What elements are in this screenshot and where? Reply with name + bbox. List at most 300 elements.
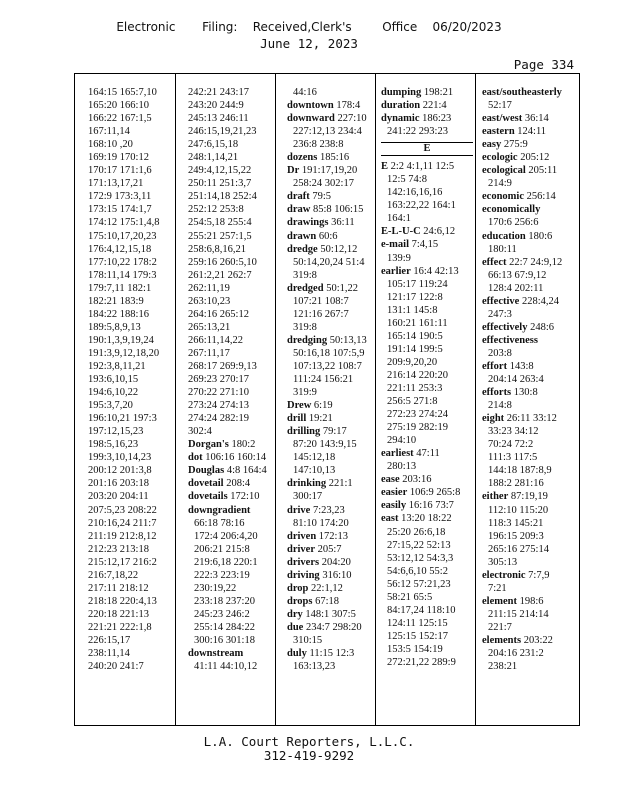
index-term-entry: dredge 50:12,12 <box>287 243 358 255</box>
index-term-entry: drop 22:1,12 <box>287 582 343 594</box>
index-line: 131:1 145:8 <box>387 304 438 316</box>
index-line: 66:13 67:9,12 <box>488 269 547 281</box>
index-line: 267:11,17 <box>188 347 230 359</box>
index-headword: draft <box>287 191 310 203</box>
index-line: 196:10,21 197:3 <box>88 413 157 425</box>
index-line: 204:14 263:4 <box>488 374 544 386</box>
index-line: 203:8 <box>488 347 512 359</box>
index-line: 50:16,18 107:5,9 <box>293 347 365 359</box>
index-line: 12:5 74:8 <box>387 174 427 186</box>
index-line: 221:7 <box>488 621 512 633</box>
index-term-entry: e-mail 7:4,15 <box>381 239 439 251</box>
index-headword: east/west <box>482 113 523 125</box>
index-line: 188:2 281:16 <box>488 478 544 490</box>
index-headword: dynamic <box>381 113 420 125</box>
index-headword: easy <box>482 139 502 151</box>
index-term-entry: duly 11:15 12:3 <box>287 648 355 660</box>
index-term-entry: ecologic 205:12 <box>482 152 550 164</box>
index-line: 256:5 271:8 <box>387 396 438 408</box>
index-headword: economic <box>482 191 524 203</box>
index-line: 242:21 243:17 <box>188 87 249 98</box>
index-line: 145:12,18 <box>293 452 336 464</box>
index-term-entry: dot 106:16 160:14 <box>188 452 267 464</box>
index-line: 300:17 <box>293 491 323 503</box>
index-line: 310:15 <box>293 634 323 646</box>
index-headword: drawings <box>287 217 329 229</box>
index-line: 53:12,12 54:3,3 <box>387 552 454 564</box>
index-line: 280:13 <box>387 461 417 473</box>
index-headword: elements <box>482 634 522 646</box>
index-line: 209:9,20,20 <box>387 356 438 368</box>
index-headword: drivers <box>287 556 320 568</box>
index-line: 220:18 221:13 <box>88 608 149 620</box>
index-headword: earliest <box>381 448 414 460</box>
index-line: 212:23 213:18 <box>88 543 149 555</box>
index-term-entry: drops 67:18 <box>287 595 340 607</box>
index-line: 259:16 260:5,10 <box>188 256 257 268</box>
index-line: 222:3 223:19 <box>194 569 250 581</box>
index-term-entry: Dorgan's 180:2 <box>188 439 256 451</box>
index-line: 142:16,16,16 <box>387 187 443 199</box>
index-term-entry: ease 203:16 <box>381 474 432 486</box>
index-line: 124:11 125:15 <box>387 617 448 629</box>
index-line: 255:14 284:22 <box>194 621 255 633</box>
index-headword: dozens <box>287 152 318 164</box>
index-line: 265:13,21 <box>188 321 231 333</box>
index-term-entry: drawn 60:6 <box>287 230 338 242</box>
index-line: 243:20 244:9 <box>188 100 244 112</box>
index-line: 249:4,12,15,22 <box>188 165 252 177</box>
index-term-entry: Dr 191:17,19,20 <box>287 165 358 177</box>
index-line: 245:23 246:2 <box>194 608 250 620</box>
index-line: 319:8 <box>293 321 317 333</box>
index-line: 191:14 199:5 <box>387 343 443 355</box>
index-term-entry: Douglas 4:8 164:4 <box>188 465 267 477</box>
index-term-entry: ecological 205:11 <box>482 165 558 177</box>
index-headword: drinking <box>287 478 327 490</box>
index-headword: E <box>381 161 389 173</box>
index-line: 211:15 214:14 <box>488 608 549 620</box>
index-line: 198:5,16,23 <box>88 439 139 451</box>
index-term-entry: dovetails 172:10 <box>188 491 260 503</box>
transcript-date: June 12, 2023 <box>260 36 358 51</box>
index-headword: efforts <box>482 387 512 399</box>
index-line: 216:7,18,22 <box>88 569 139 581</box>
index-headword: driving <box>287 569 320 581</box>
index-line: 305:13 <box>488 556 518 568</box>
index-headword: east/southeasterly <box>482 87 562 98</box>
index-headword: duration <box>381 100 421 112</box>
index-headword: downstream <box>188 648 244 660</box>
index-column-2 <box>188 86 280 673</box>
index-term-entry: earlier 16:4 42:13 <box>381 265 459 277</box>
index-headword: effort <box>482 360 508 372</box>
index-line: 50:14,20,24 51:4 <box>293 256 365 268</box>
index-line: 250:11 251:3,7 <box>188 178 252 190</box>
index-line: 172:4 206:4,20 <box>194 530 258 542</box>
index-line: 265:16 275:14 <box>488 543 549 555</box>
index-line: 165:14 190:5 <box>387 330 443 342</box>
index-term-entry: efforts 130:8 <box>482 387 538 399</box>
index-line: 241:22 293:23 <box>387 126 448 138</box>
index-headword: easily <box>381 500 407 512</box>
index-line: 105:17 119:24 <box>387 278 448 290</box>
index-line: 174:12 175:1,4,8 <box>88 217 160 229</box>
index-line: 56:12 57:21,23 <box>387 578 451 590</box>
index-headword: driver <box>287 543 315 555</box>
index-headword: e-mail <box>381 239 409 251</box>
index-line: 230:19,22 <box>194 582 237 594</box>
index-term-entry: drive 7:23,23 <box>287 504 345 516</box>
filing-electronic: Electronic <box>116 20 176 34</box>
index-line: 139:9 <box>387 252 411 264</box>
filing-label: Filing: <box>202 20 238 34</box>
index-headword: draw <box>287 204 311 216</box>
index-term-entry: eastern 124:11 <box>482 126 547 138</box>
index-headword: downgradient <box>188 504 251 516</box>
index-line: 173:15 174:1,7 <box>88 204 152 216</box>
index-line: 214:8 <box>488 400 512 412</box>
index-headword: Dr <box>287 165 300 177</box>
index-line: 167:11,14 <box>88 126 130 138</box>
index-line: 66:18 78:16 <box>194 517 245 529</box>
index-line: 251:14,18 252:4 <box>188 191 257 203</box>
index-line: 302:4 <box>188 426 212 438</box>
index-line: 163:13,23 <box>293 661 336 673</box>
index-line: 221:21 222:1,8 <box>88 621 152 633</box>
index-headword: Dorgan's <box>188 439 229 451</box>
index-term-entry <box>482 86 574 99</box>
filing-office: Office <box>382 20 418 34</box>
filing-stamp <box>0 20 618 34</box>
index-headword: dot <box>188 452 203 464</box>
index-frame <box>74 73 580 726</box>
page-number: Page 334 <box>513 57 574 72</box>
index-term-entry: economic 256:14 <box>482 191 556 203</box>
index-line: 236:8 238:8 <box>293 139 344 151</box>
index-line: 201:16 203:18 <box>88 478 149 490</box>
index-headword: easier <box>381 487 408 499</box>
index-column-1 <box>88 86 180 673</box>
index-line: 7:21 <box>488 582 507 594</box>
index-line: 118:3 145:21 <box>488 517 544 529</box>
index-term-entry: driver 205:7 <box>287 543 342 555</box>
index-line: 33:23 34:12 <box>488 426 539 438</box>
index-line: 274:24 282:19 <box>188 413 249 425</box>
index-line: 163:22,22 164:1 <box>387 200 456 212</box>
index-line: 189:5,8,9,13 <box>88 321 141 333</box>
index-headword: eight <box>482 413 505 425</box>
index-line: 319:8 <box>293 269 317 281</box>
index-headword: drive <box>287 504 311 516</box>
index-term-entry: E 2:2 4:1,11 12:5 <box>381 161 455 173</box>
index-headword: education <box>482 230 526 242</box>
index-term-entry: driving 316:10 <box>287 569 352 581</box>
index-headword: economically <box>482 204 541 216</box>
index-line: 272:23 274:24 <box>387 409 448 421</box>
index-line: 221:11 253:3 <box>387 382 443 394</box>
index-line: 184:22 188:16 <box>88 308 149 320</box>
index-line: 210:16,24 211:7 <box>88 517 157 529</box>
index-line: 268:17 269:9,13 <box>188 360 257 372</box>
index-line: 52:17 <box>488 100 512 112</box>
index-line: 218:18 220:4,13 <box>88 595 157 607</box>
index-headword: effect <box>482 256 507 268</box>
index-line: 164:1 <box>387 213 411 225</box>
index-term-entry: drawings 36:11 <box>287 217 355 229</box>
index-headword: drilling <box>287 426 321 438</box>
index-line: 248:1,14,21 <box>188 152 239 164</box>
index-term-entry: dumping 198:21 <box>381 87 454 98</box>
index-line: 245:13 246:11 <box>188 113 249 125</box>
index-line: 25:20 26:6,18 <box>387 526 446 538</box>
index-line: 319:9 <box>293 387 317 399</box>
index-headword: E-L-U-C <box>381 226 421 238</box>
index-line: 272:21,22 289:9 <box>387 656 456 668</box>
index-headword: element <box>482 595 517 607</box>
index-line: 125:15 152:17 <box>387 630 448 642</box>
index-headword: eastern <box>482 126 515 138</box>
index-term-entry: east 13:20 18:22 <box>381 513 452 525</box>
index-term-entry: elements 203:22 <box>482 634 553 646</box>
index-line: 214:9 <box>488 178 512 190</box>
index-line: 203:20 204:11 <box>88 491 149 503</box>
index-line: 215:12,17 216:2 <box>88 556 157 568</box>
index-headword: downward <box>287 113 335 125</box>
index-headword: Douglas <box>188 465 225 477</box>
index-column-4 <box>381 86 473 669</box>
index-line: 144:18 187:8,9 <box>488 465 552 477</box>
index-term-entry: drill 19:21 <box>287 413 333 425</box>
index-line: 112:10 115:20 <box>488 504 549 516</box>
index-line: 171:13,17,21 <box>88 178 144 190</box>
index-line: 197:12,15,23 <box>88 426 144 438</box>
index-line: 196:15 209:3 <box>488 530 544 542</box>
index-line: 27:15,22 52:13 <box>387 539 451 551</box>
index-line: 226:15,17 <box>88 634 131 646</box>
index-line: 258:24 302:17 <box>293 178 354 190</box>
footer-phone: 312-419-9292 <box>263 748 355 763</box>
index-line: 172:9 173:3,11 <box>88 191 152 203</box>
index-line: 164:15 165:7,10 <box>88 87 157 98</box>
index-term-entry: dredged 50:1,22 <box>287 282 358 294</box>
section-letter: E <box>381 142 473 156</box>
index-line: 111:24 156:21 <box>293 374 354 386</box>
index-line: 58:21 65:5 <box>387 591 433 603</box>
index-line: 147:10,13 <box>293 465 336 477</box>
index-line: 107:21 108:7 <box>293 295 349 307</box>
index-line: 233:18 237:20 <box>194 595 255 607</box>
index-line: 247:3 <box>488 308 512 320</box>
index-term-entry <box>482 203 574 216</box>
index-line: 263:10,23 <box>188 295 231 307</box>
index-term-entry <box>188 647 280 660</box>
index-term-entry: either 87:19,19 <box>482 491 548 503</box>
index-line: 262:11,19 <box>188 282 230 294</box>
index-line: 193:6,10,15 <box>88 374 139 386</box>
index-line: 54:6,6,10 55:2 <box>387 565 448 577</box>
index-line: 180:11 <box>488 243 517 255</box>
index-term-entry: effectively 248:6 <box>482 321 555 333</box>
index-term-entry: electronic 7:7,9 <box>482 569 550 581</box>
index-term-entry: dry 148:1 307:5 <box>287 608 356 620</box>
index-line: 204:16 231:2 <box>488 648 544 660</box>
index-line: 177:10,22 178:2 <box>88 256 157 268</box>
index-line: 194:6,10,22 <box>88 387 139 399</box>
index-term-entry <box>482 334 574 347</box>
index-line: 178:11,14 179:3 <box>88 269 157 281</box>
index-line: 168:10 ,20 <box>88 139 133 151</box>
index-line: 238:21 <box>488 661 518 673</box>
index-headword: drops <box>287 595 313 607</box>
index-term-entry: drivers 204:20 <box>287 556 351 568</box>
index-term-entry: easier 106:9 265:8 <box>381 487 461 499</box>
index-headword: dumping <box>381 87 422 98</box>
index-line: 111:3 117:5 <box>488 452 538 464</box>
index-line: 70:24 72:2 <box>488 439 534 451</box>
index-term-entry: downtown 178:4 <box>287 100 361 112</box>
index-line: 207:5,23 208:22 <box>88 504 157 516</box>
index-line: 121:16 267:7 <box>293 308 349 320</box>
index-column-5 <box>482 86 574 673</box>
index-line: 81:10 174:20 <box>293 517 349 529</box>
index-headword: effectively <box>482 321 528 333</box>
index-column-3 <box>287 86 379 673</box>
index-line: 169:19 170:12 <box>88 152 149 164</box>
index-term-entry: driven 172:13 <box>287 530 348 542</box>
index-line: 255:21 257:1,5 <box>188 230 252 242</box>
index-term-entry: draft 79:5 <box>287 191 332 203</box>
index-line: 211:19 212:8,12 <box>88 530 157 542</box>
index-headword: duly <box>287 648 307 660</box>
index-headword: ease <box>381 474 400 486</box>
index-line: 219:6,18 220:1 <box>194 556 258 568</box>
index-term-entry: duration 221:4 <box>381 100 447 112</box>
index-term-entry: dovetail 208:4 <box>188 478 251 490</box>
index-line: 87:20 143:9,15 <box>293 439 357 451</box>
index-headword: ecologic <box>482 152 518 164</box>
index-line: 153:5 154:19 <box>387 643 443 655</box>
index-line: 199:3,10,14,23 <box>88 452 152 464</box>
index-line: 254:5,18 255:4 <box>188 217 252 229</box>
index-line: 192:3,8,11,21 <box>88 360 146 372</box>
index-line: 128:4 202:11 <box>488 282 544 294</box>
index-headword: dredge <box>287 243 318 255</box>
index-term-entry: effort 143:8 <box>482 360 534 372</box>
index-headword: dovetails <box>188 491 228 503</box>
index-line: 246:15,19,21,23 <box>188 126 257 138</box>
column-divider <box>475 74 476 725</box>
index-line: 44:16 <box>293 87 317 98</box>
index-term-entry: education 180:6 <box>482 230 553 242</box>
index-line: 206:21 215:8 <box>194 543 250 555</box>
footer-company: L.A. Court Reporters, L.L.C. <box>203 734 415 749</box>
index-headword: due <box>287 621 304 633</box>
index-line: 269:23 270:17 <box>188 374 249 386</box>
index-line: 300:16 301:18 <box>194 634 255 646</box>
index-line: 261:2,21 262:7 <box>188 269 252 281</box>
index-line: 84:17,24 118:10 <box>387 604 456 616</box>
index-headword: dredged <box>287 282 324 294</box>
index-line: 165:20 166:10 <box>88 100 149 112</box>
index-term-entry: element 198:6 <box>482 595 544 607</box>
index-line: 182:21 183:9 <box>88 295 144 307</box>
index-term-entry: eight 26:11 33:12 <box>482 413 557 425</box>
index-line: 240:20 241:7 <box>88 661 144 673</box>
index-term-entry: easy 275:9 <box>482 139 528 151</box>
index-term-entry: due 234:7 298:20 <box>287 621 362 633</box>
index-headword: dry <box>287 608 303 620</box>
index-line: 41:11 44:10,12 <box>194 661 258 673</box>
filing-received: Received,Clerk's <box>252 20 352 34</box>
index-line: 227:12,13 234:4 <box>293 126 362 138</box>
index-line: 217:11 218:12 <box>88 582 149 594</box>
index-headword: downtown <box>287 100 334 112</box>
index-headword: drop <box>287 582 309 594</box>
index-term-entry: draw 85:8 106:15 <box>287 204 364 216</box>
index-term-entry: drinking 221:1 <box>287 478 353 490</box>
index-headword: effective <box>482 295 520 307</box>
index-line: 238:11,14 <box>88 648 130 660</box>
index-line: 273:24 274:13 <box>188 400 249 412</box>
index-headword: either <box>482 491 509 503</box>
index-headword: earlier <box>381 265 411 277</box>
index-term-entry <box>188 504 280 517</box>
index-line: 275:19 282:19 <box>387 422 448 434</box>
index-line: 200:12 201:3,8 <box>88 465 152 477</box>
index-line: 270:22 271:10 <box>188 387 249 399</box>
index-term-entry: drilling 79:17 <box>287 426 347 438</box>
index-line: 179:7,11 182:1 <box>88 282 152 294</box>
index-line: 264:16 265:12 <box>188 308 249 320</box>
filing-date: 06/20/2023 <box>432 20 502 34</box>
index-line: 176:4,12,15,18 <box>88 243 152 255</box>
index-headword: dovetail <box>188 478 224 490</box>
index-line: 294:10 <box>387 435 417 447</box>
index-term-entry: dynamic 186:23 <box>381 113 452 125</box>
index-headword: Drew <box>287 400 312 412</box>
index-headword: dredging <box>287 334 328 346</box>
index-term-entry: Drew 6:19 <box>287 400 333 412</box>
index-line: 252:12 253:8 <box>188 204 244 216</box>
index-term-entry: easily 16:16 73:7 <box>381 500 454 512</box>
index-headword: drawn <box>287 230 317 242</box>
index-line: 266:11,14,22 <box>188 334 244 346</box>
index-headword: east <box>381 513 399 525</box>
index-line: 121:17 122:8 <box>387 291 443 303</box>
index-line: 191:3,9,12,18,20 <box>88 347 160 359</box>
index-line: 258:6,8,16,21 <box>188 243 247 255</box>
index-term-entry: east/west 36:14 <box>482 113 549 125</box>
index-headword: electronic <box>482 569 526 581</box>
index-headword: ecological <box>482 165 526 177</box>
index-line: 247:6,15,18 <box>188 139 239 151</box>
index-line: 190:1,3,9,19,24 <box>88 334 154 346</box>
index-line: 160:21 161:11 <box>387 317 448 329</box>
index-term-entry: downward 227:10 <box>287 113 367 125</box>
index-headword: drill <box>287 413 307 425</box>
index-line: 175:10,17,20,23 <box>88 230 157 242</box>
index-headword: effectiveness <box>482 334 538 346</box>
index-term-entry: effective 228:4,24 <box>482 295 559 307</box>
index-line: 216:14 220:20 <box>387 369 448 381</box>
index-line: 107:13,22 108:7 <box>293 360 362 372</box>
index-term-entry: effect 22:7 24:9,12 <box>482 256 563 268</box>
index-line: 170:6 256:6 <box>488 217 539 229</box>
index-term-entry: E-L-U-C 24:6,12 <box>381 226 456 238</box>
index-term-entry: dozens 185:16 <box>287 152 350 164</box>
index-term-entry: dredging 50:13,13 <box>287 334 367 346</box>
